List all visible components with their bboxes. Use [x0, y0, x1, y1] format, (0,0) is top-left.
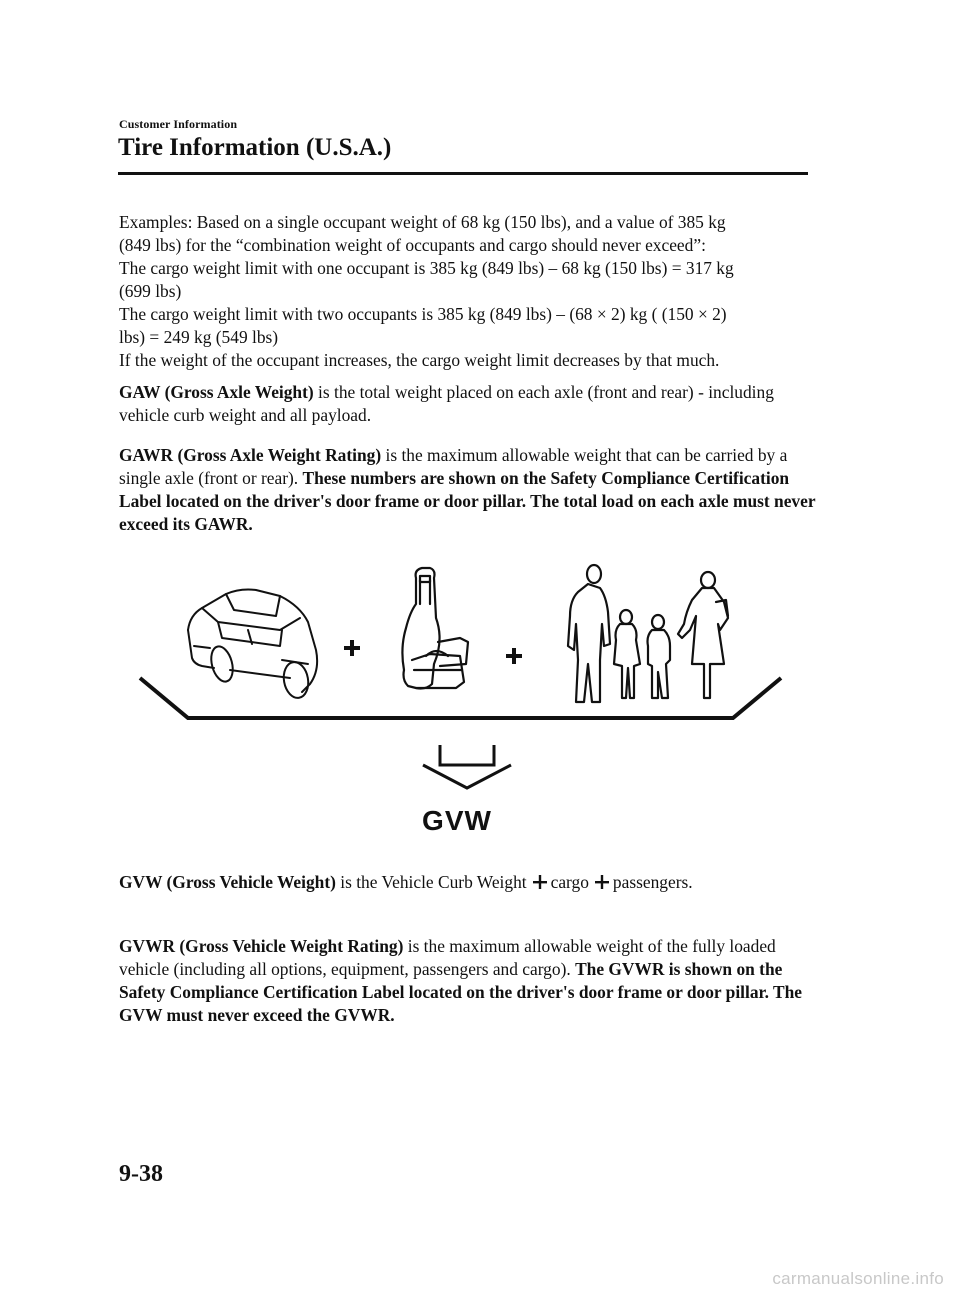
plus-icon — [506, 648, 522, 664]
examples-line: Examples: Based on a single occupant weight of 68 kg (150 lbs), and a value of 385 kg — [119, 212, 726, 232]
gvw-term: GVW (Gross Vehicle Weight) — [119, 872, 336, 892]
gvw-diagram-label: GVW — [422, 805, 492, 836]
watermark: carmanualsonline.info — [772, 1269, 944, 1288]
gvwr-term: GVWR (Gross Vehicle Weight Rating) — [119, 936, 404, 956]
gvwr-definition: is the maximum allowable weight of the fully loaded vehicle (including all options, equipment, passengers and cargo). — [119, 936, 776, 979]
gaw-paragraph — [119, 381, 819, 427]
examples-line: The cargo weight limit with two occupants is 385 kg (849 lbs) – (68 × 2) kg ( (150 × 2) — [119, 304, 727, 324]
gvw-definition-part2: cargo — [550, 872, 589, 892]
examples-line: (699 lbs) — [119, 281, 182, 301]
plus-icon — [533, 875, 547, 889]
examples-paragraph — [119, 211, 819, 372]
gvw-definition-part3: passengers. — [612, 872, 693, 892]
gawr-warning: These numbers are shown on the Safety Compliance Certification Label located on the driver's door frame or door pillar. The total load on each axle must never exceed its GAWR. — [119, 468, 816, 534]
plus-icon — [595, 875, 609, 889]
section-label: Customer Information — [119, 117, 238, 131]
plus-icon — [344, 640, 360, 656]
car-icon — [188, 590, 317, 700]
gawr-definition: is the maximum allowable weight that can be carried by a single axle (front or rear). — [119, 445, 788, 488]
page-number: 9-38 — [119, 1161, 163, 1187]
gvw-definition-part1: is the Vehicle Curb Weight — [335, 872, 527, 892]
examples-line: lbs) = 249 kg (549 lbs) — [119, 327, 279, 347]
gvw-paragraph — [119, 871, 819, 894]
gaw-definition: is the total weight placed on each axle (front and rear) - including vehicle curb weight and all payload. — [119, 382, 774, 425]
examples-line: (849 lbs) for the “combination weight of occupants and cargo should never exceed”: — [119, 235, 706, 255]
examples-line: If the weight of the occupant increases, the cargo weight limit decreases by that much. — [119, 350, 720, 370]
page-title: Tire Information (U.S.A.) — [118, 134, 392, 161]
gawr-paragraph — [119, 444, 819, 536]
down-arrow-icon — [423, 745, 511, 788]
examples-line: The cargo weight limit with one occupant is 385 kg (849 lbs) – 68 kg (150 lbs) = 317 kg — [119, 258, 734, 278]
title-rule — [118, 172, 808, 175]
gawr-term: GAWR (Gross Axle Weight Rating) — [119, 445, 382, 465]
gvw-diagram — [130, 560, 790, 795]
gvwr-paragraph — [119, 935, 819, 1027]
gaw-term: GAW (Gross Axle Weight) — [119, 382, 314, 402]
passengers-icon — [568, 565, 728, 702]
gvwr-warning: The GVWR is shown on the Safety Compliance Certification Label located on the driver's door frame or door pillar. The GVW must never exceed the GVWR. — [119, 959, 803, 1025]
luggage-icon — [402, 568, 468, 689]
